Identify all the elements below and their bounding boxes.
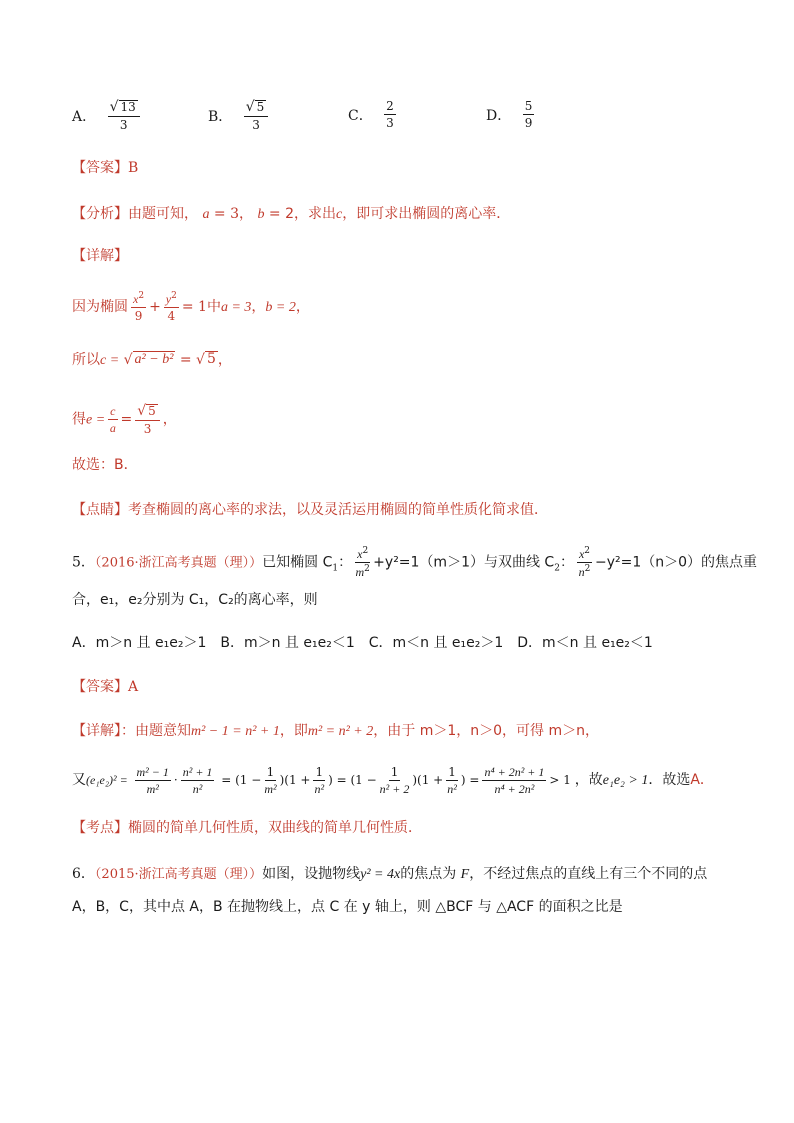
q4-step-3: 得e = $\frac{c}{a}$ = √ 5 3 ， [72, 403, 177, 437]
detail-tag: 【详解】 [72, 248, 128, 264]
option-c [348, 100, 399, 129]
fraction-c-a: $\frac{c}{a}$ [109, 404, 116, 436]
fraction-x2-m2: $\frac{x^2}{m^2}$ [355, 546, 370, 579]
q4-comment: 【点睛】考查椭圆的离心率的求法，以及灵活运用椭圆的简单性质化简求值． [72, 502, 548, 518]
analysis-tag: 【分析】 [72, 206, 128, 222]
option-fraction: √ 5 3 [244, 100, 269, 131]
option-fraction: $\frac{5}{9}$ [524, 99, 533, 130]
fraction-n2-1: $\frac{\text{n² + 1}}{\text{n²}}$ [182, 765, 213, 796]
fraction-x2-n2: $\frac{x^2}{n^2}$ [578, 546, 591, 579]
option-label: A． [72, 108, 97, 125]
q5-detail-line-1: 【详解】：由题意知m² − 1 = n² + 1，即m² = n² + 2，由于 m＞1，n＞0，可得 m＞n， [72, 723, 600, 739]
option-b [208, 100, 271, 131]
q5-key-point: 【考点】椭圆的简单几何性质，双曲线的简单几何性质． [72, 820, 422, 836]
fraction-1-n2-b: $\frac{1}{\text{n²}}$ [447, 765, 457, 796]
sqrt-expression: √ a² − b² [123, 351, 174, 368]
q6-stem-line-1: 6．（2015·浙江高考真题（理））如图，设抛物线y² = 4x的焦点为 F，不经过焦点的直线上有三个不同的点 [72, 866, 708, 882]
sqrt-result: √ 5 [196, 350, 216, 368]
detail-tag: 【详解】 [72, 723, 121, 739]
answer-value: A [128, 679, 139, 695]
option-label: B． [208, 108, 233, 125]
q4-step-2: 所以c = √ a² − b² = √ 5 ， [72, 350, 232, 368]
q4-analysis: 【分析】由题可知， a = 3， b = 2，求出c，即可求出椭圆的离心率． [72, 206, 511, 222]
q5-stem-line-1: 5．（2016·浙江高考真题（理））已知椭圆 $C_1$： $\frac{x^2}{m^2}$ +y²=1（m＞1）与双曲线 $C_2$： $\frac{x^2}{n^2}$ −y²=1（n＞0）的焦点重 [72, 546, 758, 579]
option-d [486, 100, 537, 129]
fraction-x2-9: $\frac{x^2}{9}$ [133, 291, 145, 323]
option-a [72, 100, 143, 131]
option-label: C． [348, 107, 373, 124]
fraction-1-n2: $\frac{1}{\text{n²}}$ [314, 765, 325, 796]
q5-detail-line-2: 又(e₁e₂)² = $\frac{\text{m² − 1}}{\text{m²}}$ · $\frac{\text{n² + 1}}{\text{n²}}$ = (1 − $\frac{1}{\text{m²}}$ )(1 + $\frac{1}{\text{n²}}$ ) = (1 − $\frac{1}{\text{n² + 2}}$ )(1 + $\frac{1}{\text{n²}}$ ) = $\frac{\text{n⁴ + 2n² + 1}}{\text{n⁴ + 2n²}}$ > 1 ，故e₁e₂ > 1．故选A． [72, 765, 714, 796]
q4-detail-heading [72, 246, 128, 266]
fraction-result: $\frac{\text{n⁴ + 2n² + 1}}{\text{n⁴ + 2n²}}$ [484, 765, 545, 796]
q5-stem-line-2: 合，e₁，e₂分别为 C₁，C₂的离心率，则 [72, 592, 318, 608]
fraction-1-m2: $\frac{1}{\text{m²}}$ [264, 765, 277, 796]
fraction-sqrt5-3: √ 5 3 [135, 404, 160, 435]
fraction-y2-4: $\frac{y^2}{4}$ [165, 291, 177, 323]
q6-stem-line-2: A，B，C，其中点 A，B 在抛物线上，点 C 在 y 轴上，则 △BCF 与 △ACF 的面积之比是 [72, 899, 623, 915]
q4-answer [72, 158, 138, 178]
option-label: D． [486, 107, 512, 124]
q4-choose: 故选：B． [72, 457, 138, 473]
answer-tag: 【答案】 [72, 160, 128, 176]
q4-step-1: 因为椭圆 $\frac{x^2}{9}$ + $\frac{y^2}{4}$ = 1中a = 3，b = 2， [72, 291, 310, 323]
option-fraction: $\frac{2}{3}$ [386, 99, 394, 130]
answer-tag: 【答案】 [72, 679, 128, 695]
option-fraction: √ 13 3 [108, 100, 140, 131]
q5-answer [72, 677, 138, 697]
kp-tag: 【考点】 [72, 820, 128, 836]
fraction-m2-1: $\frac{\text{m² − 1}}{\text{m²}}$ [136, 765, 169, 796]
comment-tag: 【点睛】 [72, 502, 128, 518]
answer-value: B [128, 160, 139, 176]
q5-options: A．m＞n 且 e₁e₂＞1 B．m＞n 且 e₁e₂＜1 C．m＜n 且 e₁e₂＞1 D．m＜n 且 e₁e₂＜1 [72, 635, 653, 651]
fraction-1-n2-plus-2: $\frac{1}{\text{n² + 2}}$ [379, 765, 410, 796]
